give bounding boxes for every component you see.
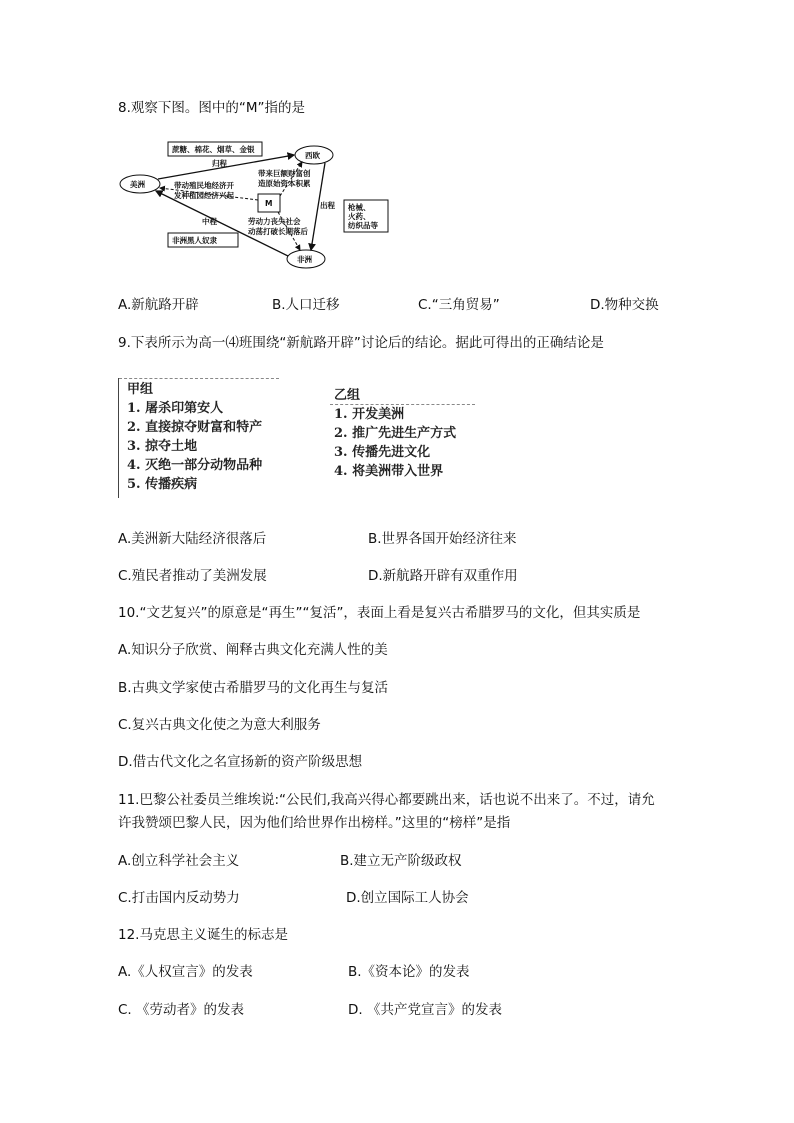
q9-option-a: A.美洲新大陆经济很落后 — [118, 531, 267, 547]
group-b-item: 2. 推广先进生产方式 — [334, 426, 457, 441]
box-slaves: 非洲黑人奴隶 — [172, 236, 217, 245]
group-b-item: 3. 传播先进文化 — [334, 445, 431, 460]
q10-option-c: C.复兴古典文化使之为意大利服务 — [118, 717, 321, 733]
africa-label: 非洲 — [297, 255, 312, 264]
question-11-stem-line2: 许我赞颂巴黎人民，因为他们给世界作出榜样。”这里的“榜样”是指 — [118, 815, 511, 831]
m-label: M — [265, 199, 273, 208]
q10-option-b: B.古典文学家使古希腊罗马的文化再生与复活 — [118, 680, 389, 696]
group-b-title: 乙组 — [334, 388, 361, 403]
q8-option-d: D.物种交换 — [590, 297, 659, 313]
q12-option-a: A.《人权宣言》的发表 — [118, 964, 253, 980]
america-label: 美洲 — [130, 180, 145, 189]
q10-option-d: D.借古代文化之名宣扬新的资产阶级思想 — [118, 754, 363, 770]
america-effect-1: 带动殖民地经济开 — [174, 181, 234, 190]
q12-option-c: C. 《劳动者》的发表 — [118, 1002, 245, 1018]
group-a-item: 2. 直接掠夺财富和特产 — [127, 420, 263, 435]
question-10-stem: 10.“文艺复兴”的原意是“再生”“复活”，表面上看是复兴古希腊罗马的文化，但其实质是 — [118, 605, 641, 621]
q11-option-b: B.建立无产阶级政权 — [340, 853, 462, 869]
q9-option-c: C.殖民者推动了美洲发展 — [118, 568, 267, 584]
q12-option-d: D. 《共产党宣言》的发表 — [348, 1002, 502, 1018]
q10-option-a: A.知识分子欣赏、阐释古典文化充满人性的美 — [118, 642, 388, 658]
africa-effect-2: 动荡打破长期落后 — [248, 227, 308, 236]
question-9-stem: 9.下表所示为高一⑷班围绕“新航路开辟”讨论后的结论。据此可得出的正确结论是 — [118, 335, 604, 351]
q8-option-b: B.人口迁移 — [272, 297, 340, 313]
group-a-title: 甲组 — [127, 382, 154, 397]
america-effect-2: 发种植园经济兴起 — [174, 191, 234, 200]
africa-effect-1: 劳动力丧失社会 — [248, 217, 301, 226]
europe-effect-1: 带来巨额财富创 — [258, 169, 311, 178]
group-a-item: 3. 掠夺土地 — [127, 439, 198, 454]
question-12-stem: 12.马克思主义诞生的标志是 — [118, 927, 288, 943]
q11-option-c: C.打击国内反动势力 — [118, 890, 240, 906]
question-8-stem: 8.观察下图。图中的“M”指的是 — [118, 100, 306, 116]
group-b-item: 1. 开发美洲 — [334, 407, 405, 422]
svg-text:纺织品等: 纺织品等 — [348, 221, 378, 230]
group-a-item: 4. 灭绝一部分动物品种 — [127, 458, 263, 473]
group-b-item: 4. 将美洲带入世界 — [334, 464, 444, 479]
q11-option-d: D.创立国际工人协会 — [346, 890, 469, 906]
q8-option-a: A.新航路开辟 — [118, 297, 199, 313]
group-b-table — [330, 384, 480, 484]
q8-option-c: C.“三角贸易” — [418, 297, 500, 313]
outbound-label: 出程 — [320, 201, 335, 210]
svg-text:枪械、: 枪械、 — [348, 203, 371, 212]
group-a-table — [118, 378, 284, 498]
svg-text:火药、: 火药、 — [348, 212, 371, 221]
group-a-item: 1. 屠杀印第安人 — [127, 401, 224, 416]
q9-option-b: B.世界各国开始经济往来 — [368, 531, 517, 547]
box-goods-to-europe: 蔗糖、棉花、烟草、金银 — [172, 145, 255, 154]
middle-label: 中程 — [202, 217, 217, 226]
europe-effect-2: 造原始资本积累 — [258, 179, 311, 188]
triangle-trade-diagram — [118, 138, 398, 273]
q11-option-a: A.创立科学社会主义 — [118, 853, 240, 869]
group-a-item: 5. 传播疾病 — [127, 477, 198, 492]
q12-option-b: B.《资本论》的发表 — [348, 964, 470, 980]
question-11-stem-line1: 11.巴黎公社委员兰维埃说:“公民们,我高兴得心都要跳出来，话也说不出来了。不过，请允 — [118, 792, 655, 808]
q9-option-d: D.新航路开辟有双重作用 — [368, 568, 518, 584]
return-label: 归程 — [212, 159, 227, 168]
europe-label: 西欧 — [305, 151, 320, 160]
